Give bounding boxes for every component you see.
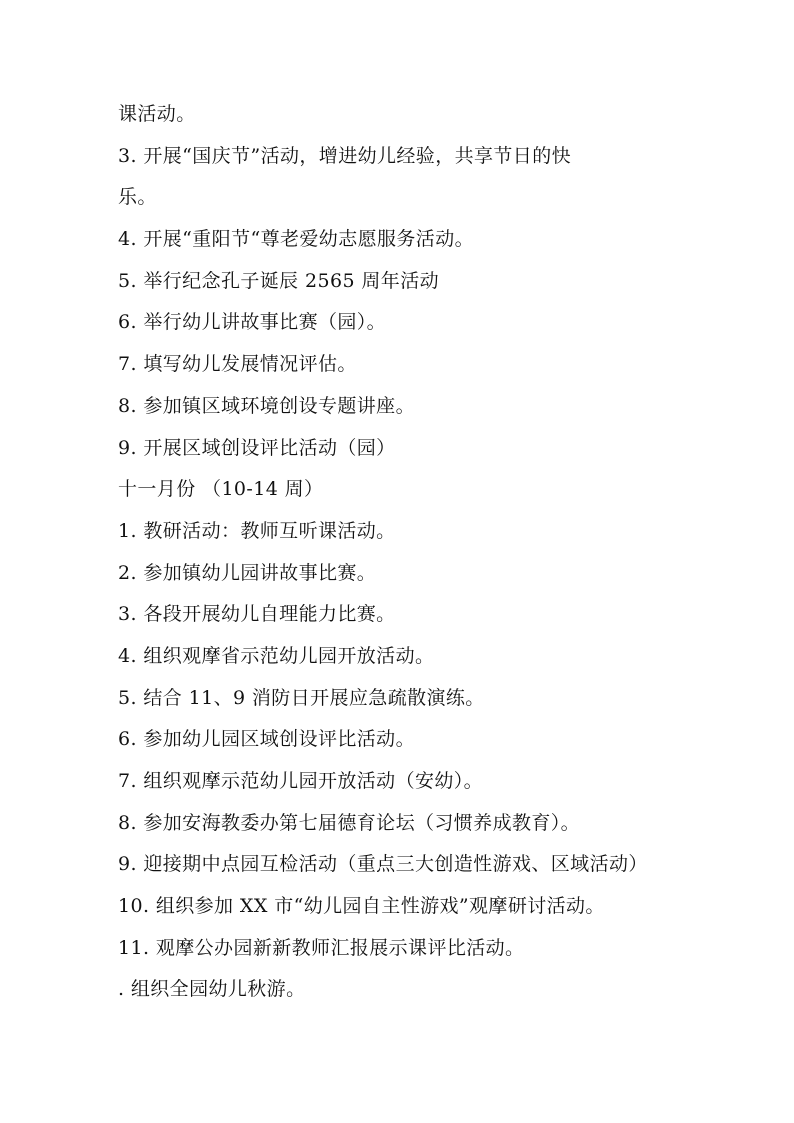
text-line: 5. 结合 11、9 消防日开展应急疏散演练。 xyxy=(118,686,485,709)
section-heading: 十一月份 （10-14 周） xyxy=(118,478,324,501)
text-line: 8. 参加安海教委办第七届德育论坛（习惯养成教育）。 xyxy=(118,811,581,834)
text-line: . 组织全园幼儿秋游。 xyxy=(118,978,306,1001)
text-line: 6. 举行幼儿讲故事比赛（园）。 xyxy=(118,311,387,334)
text-line: 课活动。 xyxy=(118,103,196,125)
text-body xyxy=(118,94,718,1011)
text-line: 4. 开展“重阳节“尊老爱幼志愿服务活动。 xyxy=(118,228,474,251)
text-line: 7. 组织观摩示范幼儿园开放活动（安幼）。 xyxy=(118,770,484,792)
text-line: 2. 参加镇幼儿园讲故事比赛。 xyxy=(118,561,377,584)
text-line: 9. 开展区域创设评比活动（园） xyxy=(118,436,396,459)
text-line: 5. 举行纪念孔子诞辰 2565 周年活动 xyxy=(118,269,440,292)
text-line: 7. 填写幼儿发展情况评估。 xyxy=(118,353,357,376)
text-line: 乐。 xyxy=(118,186,157,209)
text-line: 8. 参加镇区域环境创设专题讲座。 xyxy=(118,394,415,417)
text-line: 11. 观摩公办园新新教师汇报展示课评比活动。 xyxy=(118,936,525,959)
text-line: 3. 开展“国庆节”活动，增进幼儿经验，共享节日的快 xyxy=(118,144,571,167)
text-line: 3. 各段开展幼儿自理能力比赛。 xyxy=(118,603,396,626)
text-line: 1. 教研活动：教师互听课活动。 xyxy=(118,519,396,542)
text-line: 6. 参加幼儿园区域创设评比活动。 xyxy=(118,728,415,751)
text-line: 10. 组织参加 XX 市“幼儿园自主性游戏”观摩研讨活动。 xyxy=(118,895,605,918)
text-line: 4. 组织观摩省示范幼儿园开放活动。 xyxy=(118,644,435,667)
text-line: 9. 迎接期中点园互检活动（重点三大创造性游戏、区域活动） xyxy=(118,853,648,876)
